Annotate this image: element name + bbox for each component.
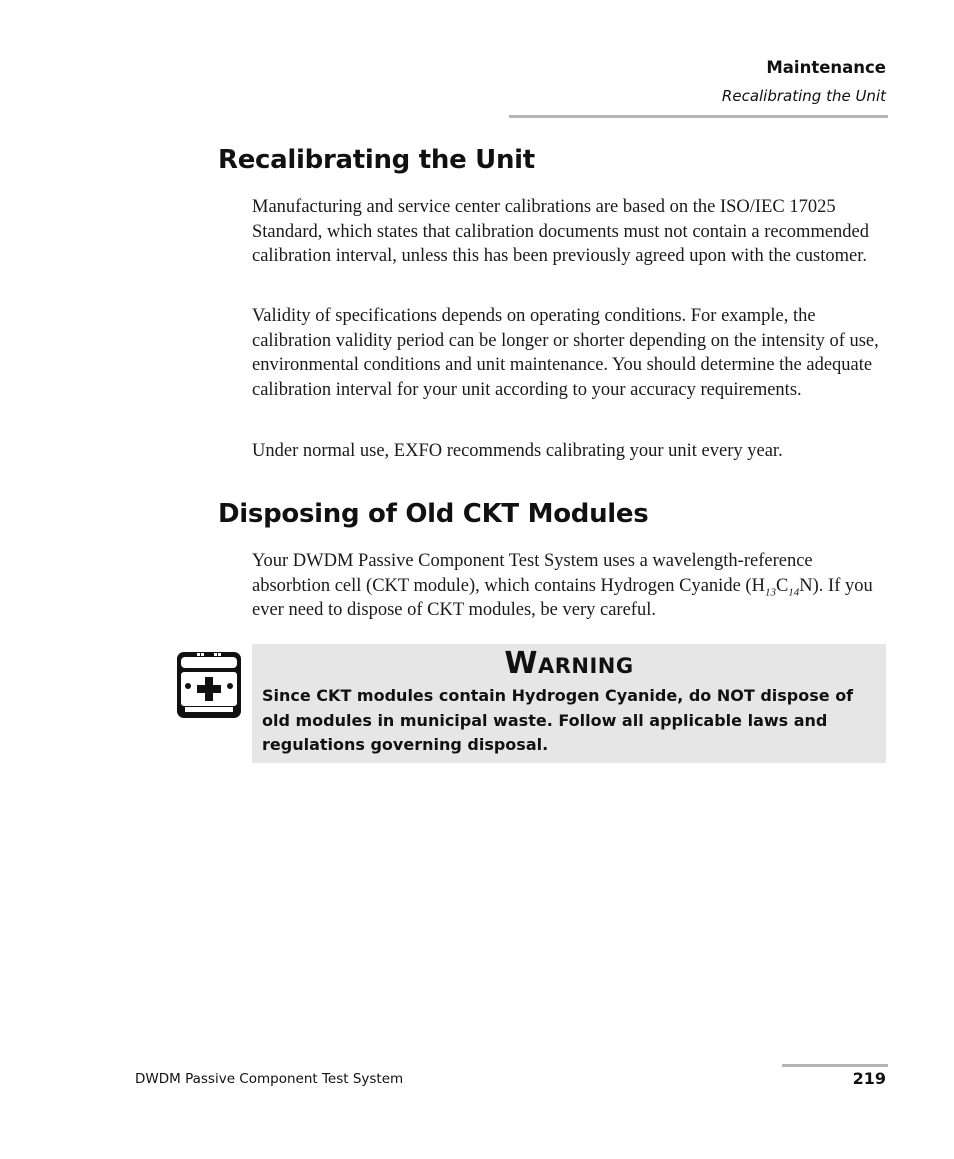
ckt-text-pre: Your DWDM Passive Component Test System uses a wavelength-reference absorbtion cell (CKT module), which contains Hydrogen Cyanide (H [252, 551, 813, 596]
subscript-h: 13 [764, 586, 776, 599]
warning-callout [252, 644, 886, 763]
running-header-chapter: Maintenance [766, 58, 886, 77]
subscript-c: 14 [788, 586, 800, 599]
paragraph-recommendation: Under normal use, EXFO recommends calibrating your unit every year. [252, 441, 783, 461]
paragraph-ckt-modules [252, 549, 888, 623]
ckt-text-post: N). If you ever need to dispose of CKT modules, be very careful. [252, 575, 873, 621]
footer-divider [782, 1064, 888, 1067]
heading-recalibrating: Recalibrating the Unit [218, 145, 535, 175]
warning-text: Since CKT modules contain Hydrogen Cyanide, do NOT dispose of old modules in municipal waste. Follow all applicable laws and regulations governing disposal. [262, 686, 854, 755]
running-header-section: Recalibrating the Unit [721, 87, 886, 105]
header-divider [509, 115, 888, 118]
footer-doc-title: DWDM Passive Component Test System [135, 1071, 404, 1087]
warning-title: Warning [504, 646, 634, 681]
ambulance-icon [175, 650, 243, 720]
page-number: 219 [852, 1069, 886, 1088]
paragraph-validity: Validity of specifications depends on operating conditions. For example, the calibration validity period can be longer or shorter depending on the intensity of use, environmental conditions and unit maintenance. You should determine the adequate calibration interval for your unit according to your accuracy requirements. [252, 306, 879, 400]
paragraph-calibration-standard: Manufacturing and service center calibrations are based on the ISO/IEC 17025 Standard, which states that calibration documents must not contain a recommended calibration interval, unless this has been previously agreed upon with the customer. [252, 197, 870, 267]
ckt-text-c: C [775, 575, 789, 596]
heading-disposing: Disposing of Old CKT Modules [218, 499, 649, 529]
